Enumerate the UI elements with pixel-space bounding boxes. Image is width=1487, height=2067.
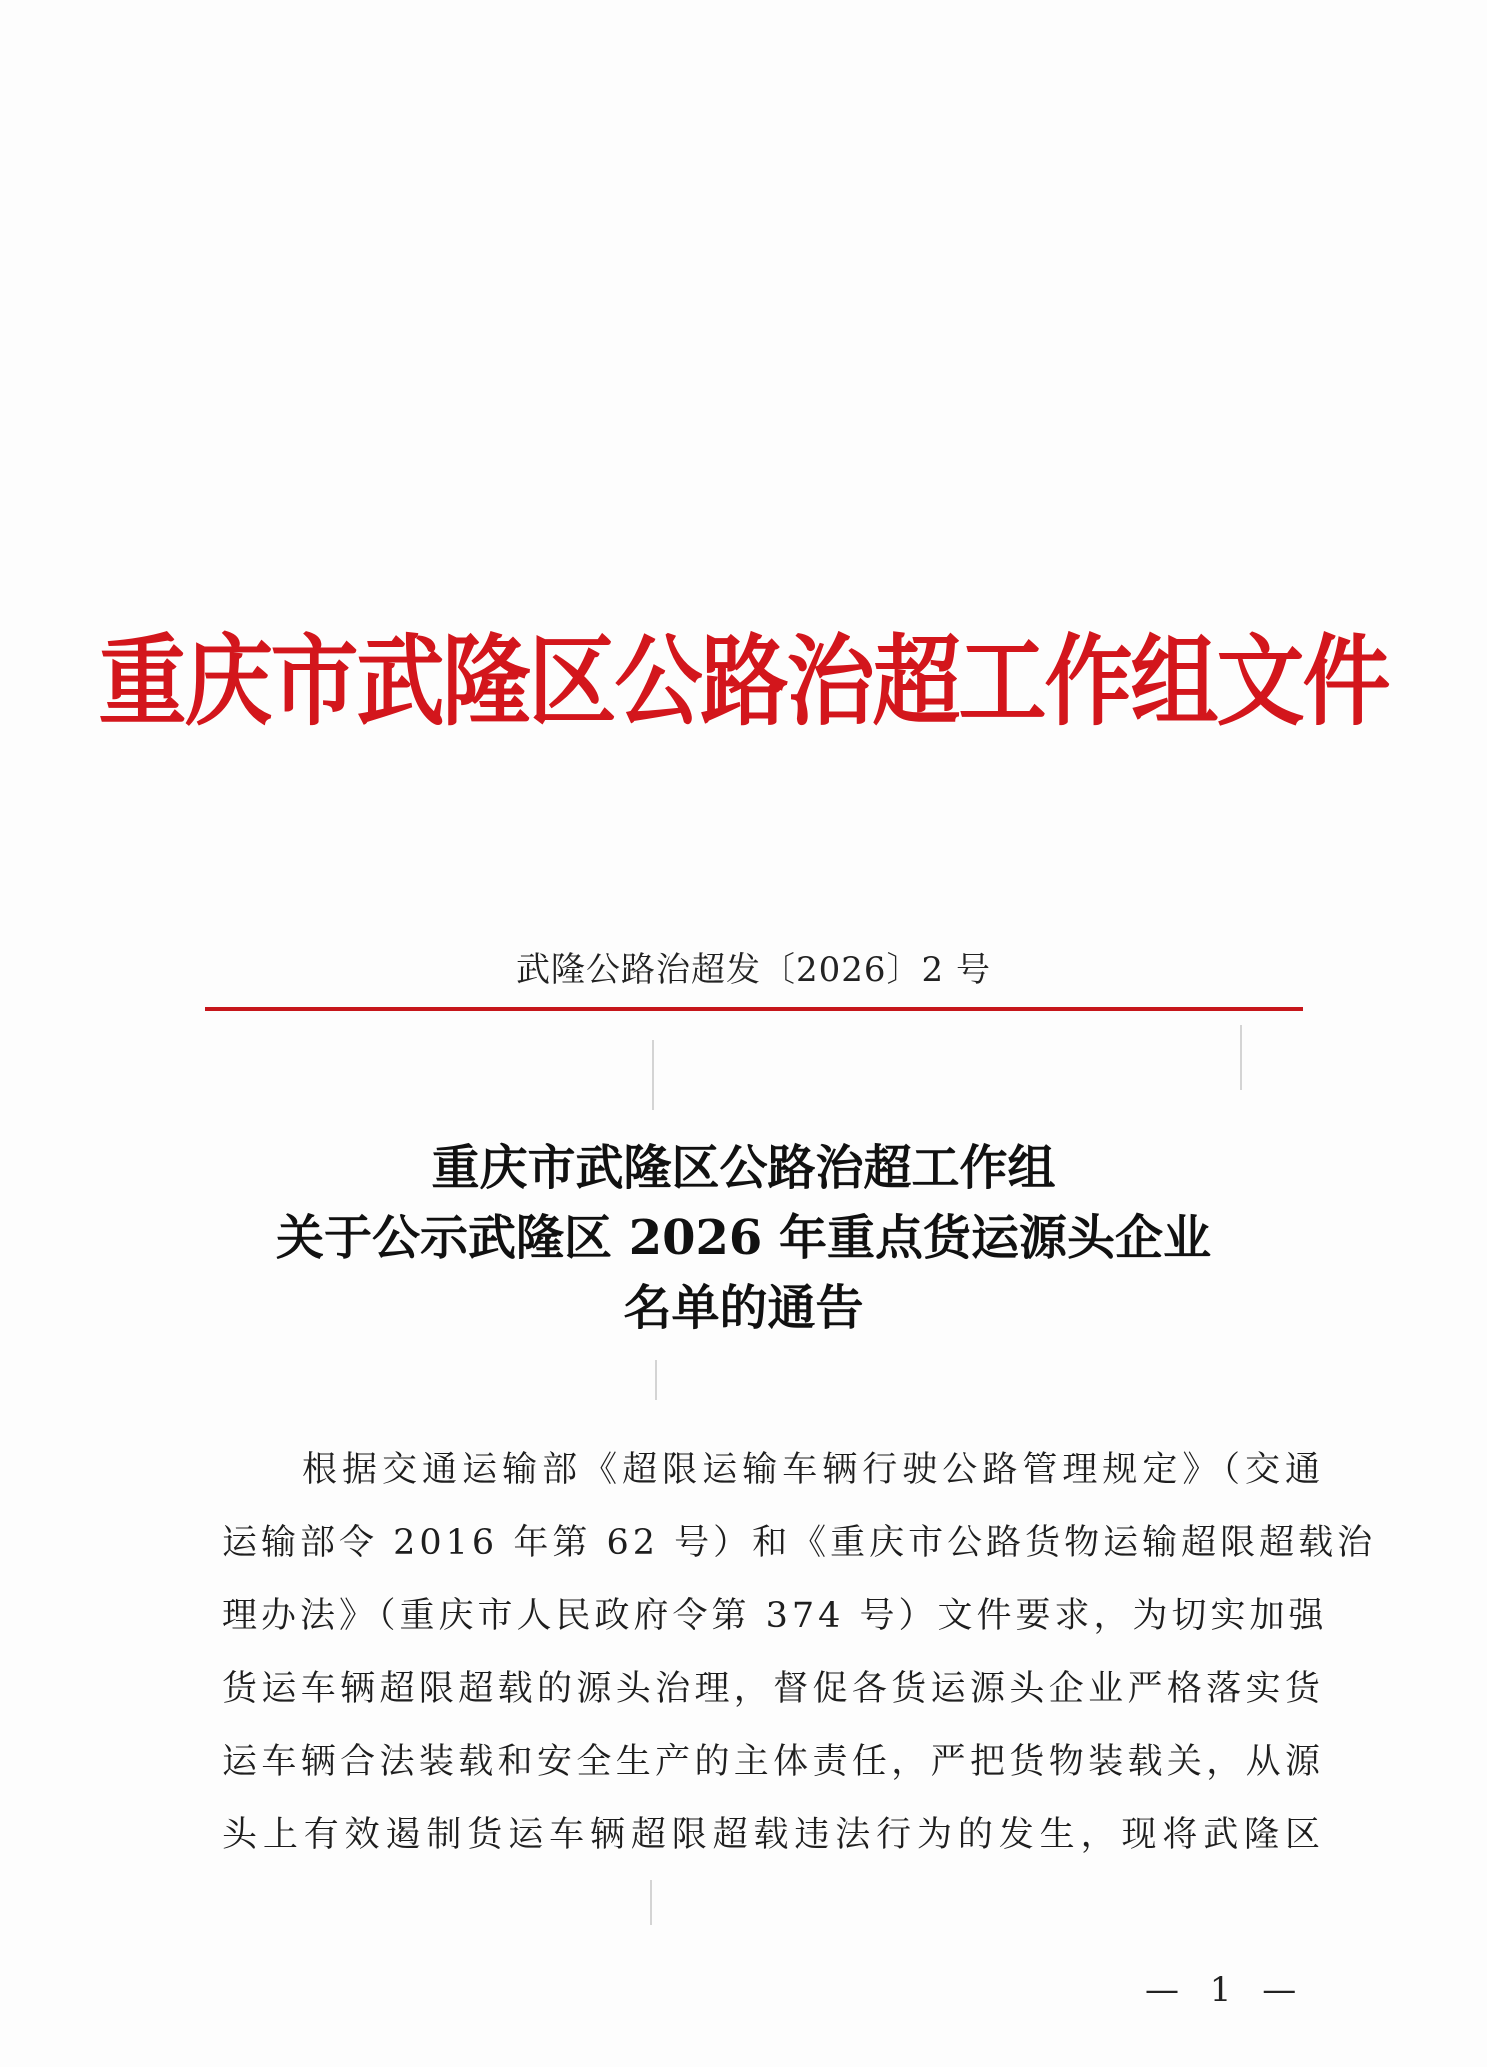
body-line: 理办法》（重庆市人民政府令第 374 号）文件要求，为切实加强 [222,1596,1328,1636]
body-line: 运车辆合法装载和安全生产的主体责任，严把货物装载关，从源 [222,1742,1324,1782]
scan-artifact-mark [650,1880,652,1925]
red-separator-line [205,1007,1303,1011]
notice-title-line-3: 名单的通告 [623,1280,864,1336]
body-line: 货运车辆超限超载的源头治理，督促各货运源头企业严格落实货 [222,1669,1324,1709]
scan-artifact-mark [652,1040,654,1110]
scan-artifact-mark [1240,1025,1242,1090]
page-number: — 1 — [1145,1970,1307,2010]
scan-artifact-mark [655,1360,657,1400]
issuing-organization-title: 重庆市武隆区公路治超工作组文件 [98,623,1389,740]
notice-title-line-2: 关于公示武隆区 2026 年重点货运源头企业 [275,1210,1212,1266]
notice-title [0,1133,1487,1343]
body-line: 根据交通运输部《超限运输车辆行驶公路管理规定》（交通 [302,1450,1324,1490]
body-line: 头上有效遏制货运车辆超限超载违法行为的发生，现将武隆区 [222,1815,1324,1855]
body-paragraph [222,1434,1377,1872]
document-number: 武隆公路治超发〔2026〕2 号 [516,950,991,990]
body-line: 运输部令 2016 年第 62 号）和《重庆市公路货物运输超限超载治 [222,1523,1377,1563]
notice-title-line-1: 重庆市武隆区公路治超工作组 [431,1140,1056,1196]
